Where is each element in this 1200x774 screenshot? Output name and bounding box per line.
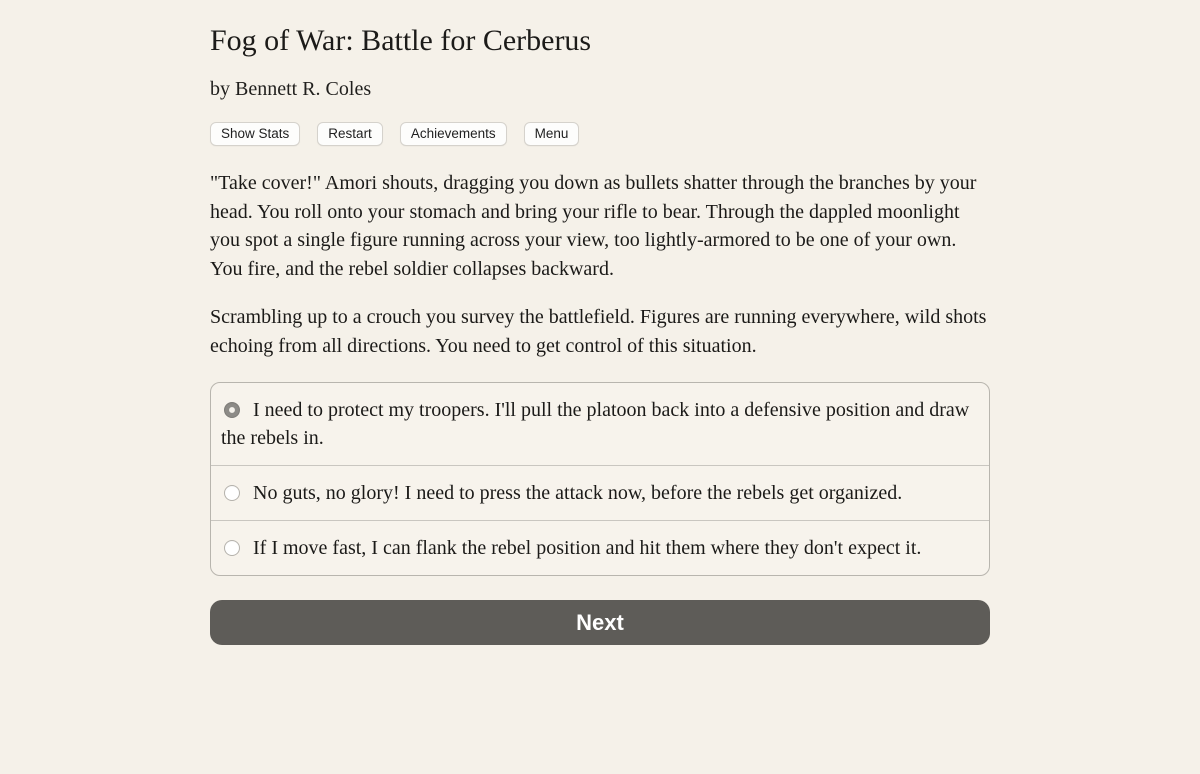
achievements-button[interactable]: Achievements — [400, 122, 507, 146]
choice-option[interactable] — [211, 465, 989, 520]
choice-text: I need to protect my troopers. I'll pull the platoon back into a defensive position and draw the rebels in. — [221, 399, 970, 449]
choice-option[interactable] — [211, 520, 989, 575]
choice-text: No guts, no glory! I need to press the attack now, before the rebels get organized. — [253, 482, 903, 504]
story-paragraph: "Take cover!" Amori shouts, dragging you down as bullets shatter through the branches by your head. You roll onto your stomach and bring your rifle to bear. Through the dappled moonlight you spot a single figure running across your view, too lightly-armored to be one of your own. You fire, and the rebel soldier collapses backward. — [210, 172, 977, 280]
show-stats-button[interactable]: Show Stats — [210, 122, 300, 146]
story-text — [210, 169, 990, 360]
page-title: Fog of War: Battle for Cerberus — [210, 24, 592, 57]
choice-text: If I move fast, I can flank the rebel position and hit them where they don't expect it. — [253, 537, 922, 559]
next-button[interactable]: Next — [210, 600, 990, 645]
choice-radio[interactable] — [224, 485, 240, 501]
choice-option[interactable] — [211, 383, 989, 465]
author-byline: by Bennett R. Coles — [210, 78, 372, 100]
menu-button[interactable]: Menu — [524, 122, 580, 146]
game-page — [0, 24, 1200, 774]
choice-radio[interactable] — [224, 540, 240, 556]
choice-radio[interactable] — [224, 402, 240, 418]
restart-button[interactable]: Restart — [317, 122, 383, 146]
choice-list — [210, 382, 990, 576]
toolbar — [210, 122, 990, 146]
content-column — [210, 24, 990, 645]
story-paragraph: Scrambling up to a crouch you survey the battlefield. Figures are running everywhere, wild shots echoing from all directions. You need to get control of this situation. — [210, 306, 987, 357]
